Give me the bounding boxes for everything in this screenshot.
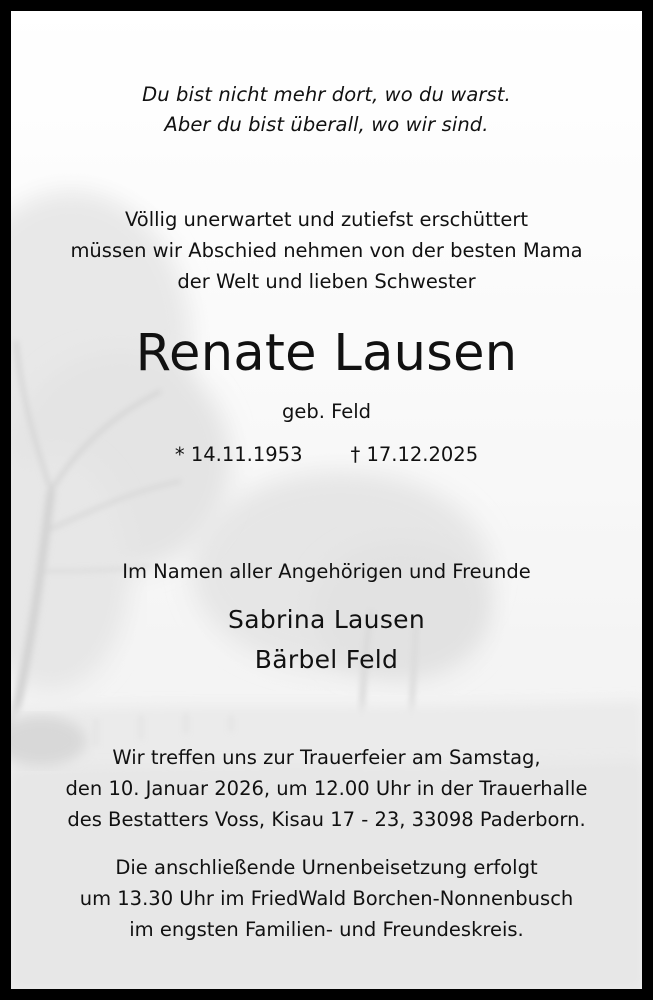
burial-line-1: Die anschließende Urnenbeisetzung erfolgt [115, 856, 538, 879]
burial-line-3: im engsten Familien- und Freundeskreis. [129, 918, 524, 941]
intro-line-2: müssen wir Abschied nehmen von der besten Mama [70, 239, 583, 262]
deceased-name: Renate Lausen [135, 324, 518, 383]
birth-date: * 14.11.1953 [174, 443, 303, 466]
death-date: † 17.12.2025 [350, 443, 479, 466]
intro-line-1: Völlig unerwartet und zutiefst erschüttert [124, 208, 529, 231]
birth-name: geb. Feld [281, 400, 372, 423]
mourner-name-1: Sabrina Lausen [228, 605, 425, 634]
intro-line-3: der Welt und lieben Schwester [177, 270, 476, 293]
misty-landscape-image [11, 11, 642, 989]
service-line-2: den 10. Januar 2026, um 12.00 Uhr in der Trauerhalle [65, 777, 588, 800]
mourner-name-2: Bärbel Feld [254, 645, 399, 674]
service-line-1: Wir treffen uns zur Trauerfeier am Samstag, [112, 746, 541, 769]
motto-line-2: Aber du bist überall, wo wir sind. [164, 113, 489, 136]
service-line-3: des Bestatters Voss, Kisau 17 - 23, 33098 Paderborn. [67, 808, 586, 831]
motto-line-1: Du bist nicht mehr dort, wo du warst. [142, 83, 511, 106]
mourners-heading: Im Namen aller Angehörigen und Freunde [122, 560, 531, 583]
burial-line-2: um 13.30 Uhr im FriedWald Borchen-Nonnenbusch [79, 887, 574, 910]
life-dates [11, 441, 642, 469]
